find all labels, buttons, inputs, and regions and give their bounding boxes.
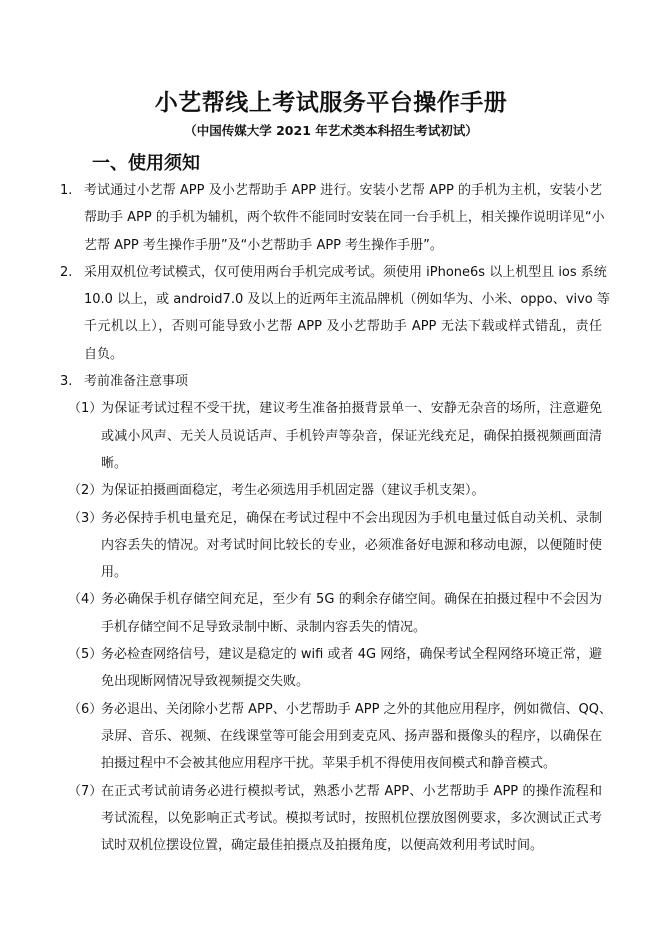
document-subtitle: （中国传媒大学 2021 年艺术类本科招生考试初试）: [184, 123, 478, 138]
item-number: （1）: [68, 401, 103, 417]
item-number: （5）: [68, 647, 103, 663]
text-line: 在正式考试前请务必进行模拟考试，熟悉小艺帮 APP、小艺帮助手 APP 的操作流程和: [101, 783, 602, 799]
sub-list-item: [0, 477, 662, 504]
item-number: （3）: [68, 510, 103, 526]
text-line: 务必检查网络信号，建议是稳定的 wifi 或者 4G 网络，确保考试全程网络环境正常，避: [101, 647, 602, 663]
text-line: 手机存储空间不足导致录制中断、录制内容丢失的情况。: [101, 619, 427, 635]
sub-list-item: [0, 696, 662, 778]
item-text: [101, 505, 602, 587]
item-number: 3.: [60, 374, 73, 390]
text-line: 试时双机位摆设位置，确定最佳拍摄点及拍摄角度，以便高效利用考试时间。: [101, 838, 544, 854]
item-number: （7）: [68, 783, 103, 799]
item-text: [101, 641, 602, 696]
notice-list: [0, 177, 662, 859]
text-line: 务必确保手机存储空间充足，至少有 5G 的剩余存储空间。确保在拍摄过程中不会因为: [101, 592, 602, 608]
text-line: 为保证拍摄画面稳定，考生必须选用手机固定器（建议手机支架）。: [101, 483, 485, 499]
item-number: 1.: [60, 183, 73, 198]
item-number: 2.: [60, 264, 73, 280]
sub-list-item: [0, 505, 662, 587]
text-line: 为保证考试过程不受干扰，建议考生准备拍摄背景单一、安静无杂音的场所，注意避免: [101, 401, 602, 417]
text-line: 录屏、音乐、视频、在线课堂等可能会用到麦克风、扬声器和摄像头的程序，以确保在: [101, 728, 602, 744]
text-line: 考试流程，以免影响正式考试。模拟考试时，按照机位摆放图例要求，多次测试正式考: [101, 810, 602, 826]
document-title: 小艺帮线上考试服务平台操作手册: [154, 90, 508, 116]
item-text: [101, 477, 602, 504]
text-line: 帮助手 APP 的手机为辅机，两个软件不能同时安装在同一台手机上，相关操作说明详见“小: [84, 210, 605, 226]
sub-list-item: [0, 586, 662, 641]
item-text: [101, 586, 602, 641]
text-line: 考前准备注意事项: [84, 374, 189, 390]
item-text: [84, 177, 605, 259]
text-line: 千元机以上），否则可能导致小艺帮 APP 及小艺帮助手 APP 无法下载或样式错乱，责任: [84, 319, 602, 335]
text-line: 用。: [101, 565, 128, 581]
text-line: 自负。: [84, 346, 124, 362]
item-text: [101, 778, 602, 860]
item-number: （2）: [68, 483, 103, 499]
text-line: 10.0 以上，或 android7.0 及以上的近两年主流品牌机（例如华为、小米、oppo、vivo 等: [84, 292, 610, 308]
list-item: [0, 177, 662, 259]
text-line: 内容丢失的情况。对考试时间比较长的专业，必须准备好电源和移动电源，以便随时使: [101, 537, 602, 553]
list-item: [0, 259, 662, 368]
section-heading: 一、使用须知: [92, 153, 200, 174]
text-line: 采用双机位考试模式，仅可使用两台手机完成考试。须使用 iPhone6s 以上机型且 ios 系统: [84, 264, 607, 280]
text-line: 艺帮 APP 考生操作手册”及“小艺帮助手 APP 考生操作手册”。: [84, 237, 443, 253]
item-number: （4）: [68, 592, 103, 608]
sub-list-item: [0, 641, 662, 696]
item-text: [84, 259, 610, 368]
text-line: 免出现断网情况导致视频提交失败。: [101, 674, 310, 690]
text-line: 务必退出、关闭除小艺帮 APP、小艺帮助手 APP 之外的其他应用程序，例如微信、QQ、: [101, 701, 613, 717]
sub-list-item: [0, 778, 662, 860]
item-text: [101, 696, 613, 778]
item-number: （6）: [68, 701, 103, 717]
sub-list-item: [0, 395, 662, 477]
text-line: 或减小风声、无关人员说话声、手机铃声等杂音，保证光线充足，确保拍摄视频画面清: [101, 428, 602, 444]
text-line: 晰。: [101, 455, 128, 471]
text-line: 务必保持手机电量充足，确保在考试过程中不会出现因为手机电量过低自动关机、录制: [101, 510, 602, 526]
text-line: 拍摄过程中不会被其他应用程序干扰。苹果手机不得使用夜间模式和静音模式。: [101, 756, 557, 772]
list-item: [0, 368, 662, 395]
item-text: [101, 395, 602, 477]
text-line: 考试通过小艺帮 APP 及小艺帮助手 APP 进行。安装小艺帮 APP 的手机为主机，安装小艺: [84, 183, 602, 198]
item-text: [84, 368, 602, 395]
